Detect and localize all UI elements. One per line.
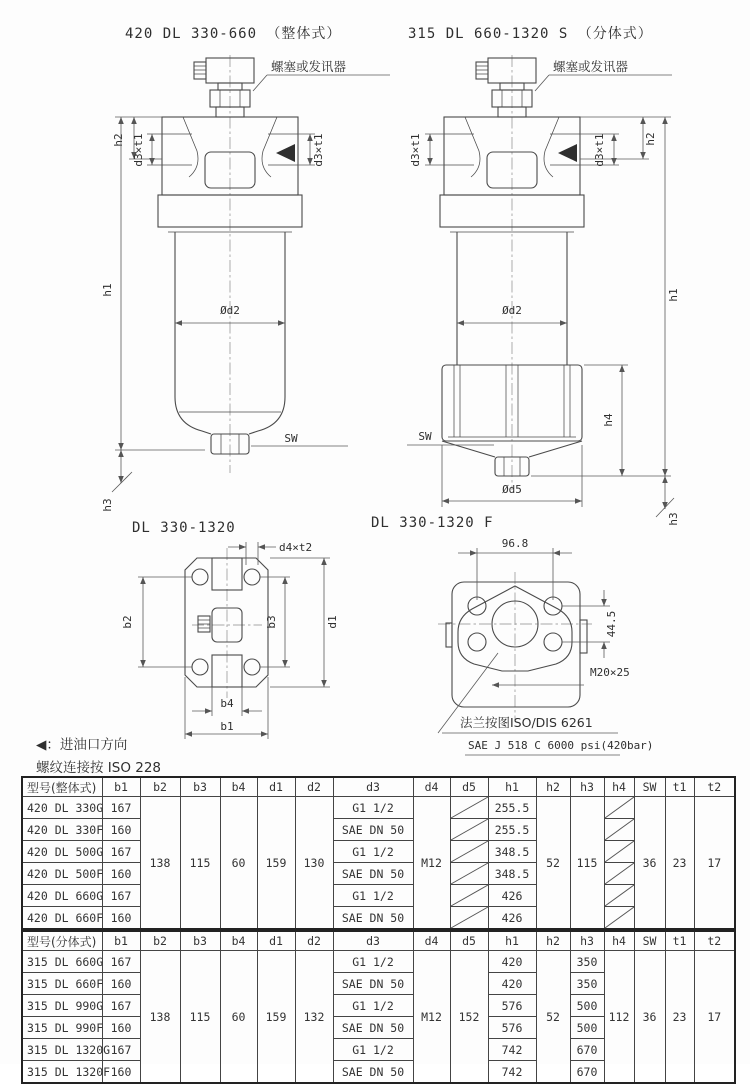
cell-d5-na <box>450 797 488 819</box>
cell-h1: 576 <box>488 995 536 1017</box>
cell-h3: 350 <box>570 951 604 973</box>
cell-b3: 115 <box>180 797 220 930</box>
cell-d3: G1 1/2 <box>333 797 413 819</box>
dim-h2: h2 <box>112 133 125 147</box>
cell-d3: G1 1/2 <box>333 1039 413 1061</box>
cell-h1: 420 <box>488 951 536 973</box>
cell-b1: 167 <box>102 951 140 973</box>
cell-h4-na <box>604 841 634 863</box>
bolt-hole <box>192 569 208 585</box>
dimensions <box>101 117 348 512</box>
cell-b1: 160 <box>102 819 140 841</box>
bolt-hole <box>192 659 208 675</box>
col-header-t2: t2 <box>694 777 735 797</box>
bottom-view-title: DL 330-1320 <box>132 520 236 536</box>
cell-d1: 159 <box>257 797 295 930</box>
cell-d3: SAE DN 50 <box>333 1017 413 1039</box>
col-header-h1: h1 <box>488 777 536 797</box>
col-header-h3: h3 <box>570 931 604 951</box>
cell-h3: 670 <box>570 1039 604 1061</box>
cell-d5-na <box>450 819 488 841</box>
cell-model: 315 DL 990F <box>22 1017 102 1039</box>
cell-h1: 255.5 <box>488 819 536 841</box>
cell-d3: SAE DN 50 <box>333 1061 413 1084</box>
cell-d3: G1 1/2 <box>333 951 413 973</box>
cell-d5-na <box>450 863 488 885</box>
col-header-h2: h2 <box>536 777 570 797</box>
slash-mark <box>605 841 634 862</box>
cell-d3: SAE DN 50 <box>333 907 413 930</box>
cell-d3: SAE DN 50 <box>333 863 413 885</box>
cell-h4-na <box>604 797 634 819</box>
col-header-b3: b3 <box>180 931 220 951</box>
slash-mark <box>605 863 634 884</box>
dim-d4t2: d4×t2 <box>279 541 313 554</box>
cell-model: 315 DL 1320G <box>22 1039 102 1061</box>
col-header-h4: h4 <box>604 931 634 951</box>
dimensions <box>121 541 339 739</box>
cell-b1: 167 <box>102 995 140 1017</box>
dimensions <box>407 117 680 526</box>
cell-model: 420 DL 330F <box>22 819 102 841</box>
cell-h3: 500 <box>570 995 604 1017</box>
col-header-t1: t1 <box>665 931 694 951</box>
dim-flange-width: 96.8 <box>501 537 529 550</box>
left-filter-title: 420 DL 330-660 （整体式） <box>125 26 342 42</box>
dim-d3t1-left: d3×t1 <box>132 133 145 167</box>
cell-b1: 160 <box>102 973 140 995</box>
cell-d5: 152 <box>450 951 488 1084</box>
table-row <box>22 841 735 863</box>
col-header-d3: d3 <box>333 931 413 951</box>
flange-callout-1: 法兰按图ISO/DIS 6261 <box>460 715 593 730</box>
dim-od2: Ød2 <box>502 304 522 317</box>
mounting-plate <box>185 558 268 687</box>
cell-model: 420 DL 500G <box>22 841 102 863</box>
cell-b1: 167 <box>102 1039 140 1061</box>
cell-t1: 23 <box>665 797 694 930</box>
cell-t2: 17 <box>694 951 735 1084</box>
right-filter-diagram <box>395 55 690 525</box>
cell-b2: 138 <box>140 797 180 930</box>
cell-h1: 348.5 <box>488 841 536 863</box>
cell-h4-na <box>604 819 634 841</box>
thread-standard-note: 螺纹连接按 ISO 228 <box>36 760 162 776</box>
col-header-d1: d1 <box>257 777 295 797</box>
dim-h1: h1 <box>667 288 680 302</box>
cell-b1: 167 <box>102 885 140 907</box>
bolt-hole <box>244 659 260 675</box>
col-header-b1: b1 <box>102 931 140 951</box>
sensor-callout-label: 螺塞或发讯器 <box>553 59 629 74</box>
slash-mark <box>451 841 488 862</box>
cell-h1: 426 <box>488 885 536 907</box>
cell-h1: 426 <box>488 907 536 930</box>
col-header-d5: d5 <box>450 931 488 951</box>
cell-d5-na <box>450 885 488 907</box>
dim-flange-height: 44.5 <box>605 610 618 638</box>
cell-b1: 167 <box>102 797 140 819</box>
sensor-plug <box>476 58 536 117</box>
col-header-b4: b4 <box>220 931 257 951</box>
col-header-d2: d2 <box>295 777 333 797</box>
cell-model: 420 DL 500F <box>22 863 102 885</box>
cell-b4: 60 <box>220 951 257 1084</box>
cell-h4: 112 <box>604 951 634 1084</box>
cell-d2: 130 <box>295 797 333 930</box>
cell-d2: 132 <box>295 951 333 1084</box>
cell-model: 315 DL 660F <box>22 973 102 995</box>
dim-od5: Ød5 <box>502 483 522 496</box>
cell-h3: 350 <box>570 973 604 995</box>
cell-h1: 576 <box>488 1017 536 1039</box>
cell-h2: 52 <box>536 951 570 1084</box>
dim-d1: d1 <box>326 615 339 629</box>
cell-b4: 60 <box>220 797 257 930</box>
cell-b1: 167 <box>102 841 140 863</box>
dim-b4: b4 <box>220 697 234 710</box>
dim-b1: b1 <box>220 720 234 733</box>
dim-h2: h2 <box>644 132 657 146</box>
dim-d3t1-right: d3×t1 <box>312 133 325 167</box>
col-header-b3: b3 <box>180 777 220 797</box>
cell-model: 420 DL 660F <box>22 907 102 930</box>
cell-h4-na <box>604 885 634 907</box>
cell-h3: 670 <box>570 1061 604 1084</box>
flange-view-diagram <box>370 520 695 775</box>
col-header-b1: b1 <box>102 777 140 797</box>
cell-h3: 115 <box>570 797 604 930</box>
cell-d5-na <box>450 841 488 863</box>
slash-mark <box>605 819 634 840</box>
slash-mark <box>605 885 634 906</box>
cell-h1: 348.5 <box>488 863 536 885</box>
dimensions <box>438 537 653 755</box>
col-header-d1: d1 <box>257 931 295 951</box>
col-header-b2: b2 <box>140 777 180 797</box>
cell-h3: 500 <box>570 1017 604 1039</box>
slash-mark <box>451 885 488 906</box>
bottom-view-diagram <box>100 520 395 760</box>
cell-h1: 742 <box>488 1039 536 1061</box>
cell-model: 315 DL 660G <box>22 951 102 973</box>
left-filter-diagram <box>101 55 400 525</box>
cell-b1: 160 <box>102 907 140 930</box>
cell-SW: 36 <box>634 951 665 1084</box>
dimension-tables <box>21 776 736 1084</box>
table-row <box>22 863 735 885</box>
cell-h4-na <box>604 907 634 930</box>
bolt-hole <box>468 633 486 651</box>
col-header-SW: SW <box>634 931 665 951</box>
slash-mark <box>451 819 488 840</box>
table-row <box>22 907 735 930</box>
dim-d3t1-right: d3×t1 <box>593 133 606 167</box>
slash-mark <box>605 907 634 928</box>
cell-d3: G1 1/2 <box>333 995 413 1017</box>
dim-thread-spec: M20×25 <box>590 666 630 679</box>
col-header-t2: t2 <box>694 931 735 951</box>
col-header-t1: t1 <box>665 777 694 797</box>
flange-plate <box>446 582 587 707</box>
col-header-model: 型号(分体式) <box>22 931 102 951</box>
cell-b1: 160 <box>102 1017 140 1039</box>
col-header-h1: h1 <box>488 931 536 951</box>
cell-b1: 160 <box>102 1061 140 1084</box>
dim-h3: h3 <box>101 498 114 512</box>
col-header-h3: h3 <box>570 777 604 797</box>
dim-od2: Ød2 <box>220 304 240 317</box>
slash-mark <box>451 863 488 884</box>
bolt-hole <box>544 633 562 651</box>
cell-t2: 17 <box>694 797 735 930</box>
cell-h1: 742 <box>488 1061 536 1084</box>
dim-h4: h4 <box>602 413 615 427</box>
col-header-d5: d5 <box>450 777 488 797</box>
slash-mark <box>451 907 488 928</box>
cell-h4-na <box>604 863 634 885</box>
right-filter-title: 315 DL 660-1320 S （分体式） <box>408 26 653 42</box>
dim-h3: h3 <box>667 512 680 526</box>
col-header-d3: d3 <box>333 777 413 797</box>
cell-d3: G1 1/2 <box>333 885 413 907</box>
flange-callout-2: SAE J 518 C 6000 psi(420bar) <box>468 739 654 752</box>
cell-d1: 159 <box>257 951 295 1084</box>
col-header-b2: b2 <box>140 931 180 951</box>
cell-h1: 420 <box>488 973 536 995</box>
col-header-h4: h4 <box>604 777 634 797</box>
cell-b2: 138 <box>140 951 180 1084</box>
cell-t1: 23 <box>665 951 694 1084</box>
cell-b3: 115 <box>180 951 220 1084</box>
cell-model: 420 DL 660G <box>22 885 102 907</box>
cell-SW: 36 <box>634 797 665 930</box>
cell-model: 315 DL 1320F <box>22 1061 102 1084</box>
col-header-b4: b4 <box>220 777 257 797</box>
cell-model: 420 DL 330G <box>22 797 102 819</box>
inlet-direction-triangle <box>558 144 577 162</box>
sensor-callout-label: 螺塞或发讯器 <box>271 59 347 74</box>
spec-table-split <box>21 930 736 1084</box>
slash-mark <box>451 797 488 818</box>
bolt-hole <box>244 569 260 585</box>
table-row <box>22 885 735 907</box>
dim-sw: SW <box>418 430 432 443</box>
cell-d3: SAE DN 50 <box>333 819 413 841</box>
cell-d3: SAE DN 50 <box>333 973 413 995</box>
cell-d4: M12 <box>413 797 450 930</box>
col-header-SW: SW <box>634 777 665 797</box>
cell-h2: 52 <box>536 797 570 930</box>
col-header-h2: h2 <box>536 931 570 951</box>
dim-b2: b2 <box>121 615 134 629</box>
dim-h1: h1 <box>101 283 114 297</box>
dim-b3: b3 <box>265 615 278 629</box>
inlet-direction-triangle <box>276 144 295 162</box>
sensor-plug <box>194 58 254 117</box>
spec-table-integral <box>21 776 736 930</box>
col-header-d4: d4 <box>413 777 450 797</box>
cell-d5-na <box>450 907 488 930</box>
cell-h1: 255.5 <box>488 797 536 819</box>
cell-b1: 160 <box>102 863 140 885</box>
cell-d4: M12 <box>413 951 450 1084</box>
inlet-direction-note: ◀：进油口方向 <box>36 737 128 753</box>
table-row <box>22 797 735 819</box>
col-header-d2: d2 <box>295 931 333 951</box>
table-row <box>22 819 735 841</box>
table-row <box>22 951 735 973</box>
dim-sw: SW <box>284 432 298 445</box>
col-header-model: 型号(整体式) <box>22 777 102 797</box>
dim-d3t1-left: d3×t1 <box>409 133 422 167</box>
cell-model: 315 DL 990G <box>22 995 102 1017</box>
slash-mark <box>605 797 634 818</box>
col-header-d4: d4 <box>413 931 450 951</box>
cell-d3: G1 1/2 <box>333 841 413 863</box>
flange-view-title: DL 330-1320 F <box>371 515 494 531</box>
